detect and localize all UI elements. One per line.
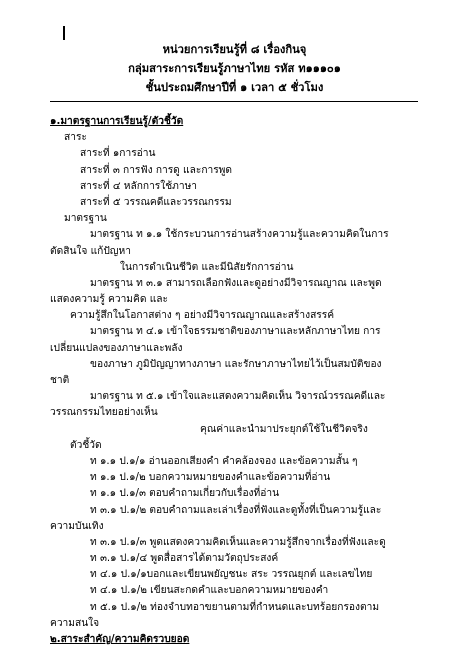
indicator-line: ความสนใจ — [50, 617, 100, 629]
standard-line: มาตรฐาน ท ๕.๑ เข้าใจและแสดงความคิดเห็น วิจารณ์วรรณคดีและ — [90, 391, 386, 403]
standard-line: มาตรฐาน ท ๓.๑ สามารถเลือกฟังและดูอย่างมีวิจารณญาณ และพูด — [90, 277, 382, 289]
standard-line: คุณค่าและนำมาประยุกต์ใช้ในชีวิตจริง — [200, 423, 368, 435]
standard-line: ตัดสินใจ แก้ปัญหา — [50, 245, 131, 257]
text-cursor — [63, 26, 65, 40]
standard-line: เปลี่ยนแปลงของภาษาและพลัง — [50, 342, 183, 354]
indicator-line: ท ๔.๑ ป.๑/๑บอกและเขียนพยัญชนะ สระ วรรณยุกต์ และเลขไทย — [90, 569, 373, 581]
standard-line: ชาติ — [50, 375, 70, 386]
grade-time-line: ชั้นประถมศึกษาปีที่ ๑ เวลา ๕ ชั่วโมง — [145, 81, 324, 94]
indicator-line: ท ๓.๑ ป.๑/๓ พูดแสดงความคิดเห็นและความรู้สึกจากเรื่องที่ฟังและดู — [90, 536, 386, 548]
indicator-label: ตัวชี้วัด — [70, 439, 102, 451]
indicator-line: ท ๑.๑ ป.๑/๒ บอกความหมายของคำและข้อความที่อ่าน — [90, 472, 331, 484]
standard-line: มาตรฐาน ท ๑.๑ ใช้กระบวนการอ่านสร้างความรู้และความคิดในการ — [90, 229, 389, 241]
unit-title: หน่วยการเรียนรู้ที่ ๘ เรื่องกินจุ — [162, 43, 307, 56]
header-divider — [50, 101, 418, 102]
section1-heading: ๑.มาตรฐานการเรียนรู้/ตัวชี้วัด — [50, 116, 184, 127]
document-body — [50, 114, 425, 648]
sara-item: สาระที่ ๔ หลักการใช้ภาษา — [80, 180, 198, 192]
standard-label: มาตรฐาน — [64, 213, 107, 225]
sara-label: สาระ — [64, 132, 87, 144]
document-header — [0, 40, 469, 97]
standard-line: มาตรฐาน ท ๔.๑ เข้าใจธรรมชาติของภาษาและหลักภาษาไทย การ — [90, 326, 381, 338]
indicator-line: ท ๓.๑ ป.๑/๒ ตอบคำถามและเล่าเรื่องที่ฟังและดูทั้งที่เป็นความรู้และ — [90, 504, 382, 516]
section2-heading: ๒.สาระสำคัญ/ความคิดรวบยอด — [50, 634, 190, 645]
standard-line: ในการดำเนินชีวิต และมีนิสัยรักการอ่าน — [120, 261, 294, 273]
subject-group-line: กลุ่มสาระการเรียนรู้ภาษาไทย รหัส ท๑๑๑๐๑ — [128, 62, 341, 75]
sara-item: สาระที่ ๑การอ่าน — [80, 148, 156, 160]
indicator-line: ความบันเทิง — [50, 520, 104, 532]
standard-line: แสดงความรู้ ความคิด และ — [50, 294, 168, 306]
indicator-line: ท ๔.๑ ป.๑/๒ เขียนสะกดคำและบอกความหมายของคำ — [90, 585, 329, 597]
indicator-line: ท ๕.๑ ป.๑/๒ ท่องจำบทอาขยานตามที่กำหนดและบทร้อยกรองตาม — [90, 601, 380, 613]
sara-item: สาระที่ ๕ วรรณคดีและวรรณกรรม — [80, 196, 232, 208]
indicator-line: ท ๑.๑ ป.๑/๓ ตอบคำถามเกี่ยวกับเรื่องที่อ่าน — [90, 488, 280, 500]
indicator-line: ท ๑.๑ ป.๑/๑ อ่านออกเสียงคำ คำคล้องจอง และข้อความสั้น ๆ — [90, 455, 358, 467]
sara-item: สาระที่ ๓ การฟัง การดู และการพูด — [80, 164, 233, 176]
standard-line: ของภาษา ภูมิปัญญาทางภาษา และรักษาภาษาไทยไว้เป็นสมบัติของ — [90, 358, 382, 370]
standard-line: วรรณกรรมไทยอย่างเห็น — [50, 407, 158, 419]
indicator-line: ท ๓.๑ ป.๑/๔ พูดสื่อสารได้ตามวัตถุประสงค์ — [90, 553, 279, 565]
standard-line: ความรู้สึกในโอกาสต่าง ๆ อย่างมีวิจารณญาณและสร้างสรรค์ — [70, 310, 335, 322]
